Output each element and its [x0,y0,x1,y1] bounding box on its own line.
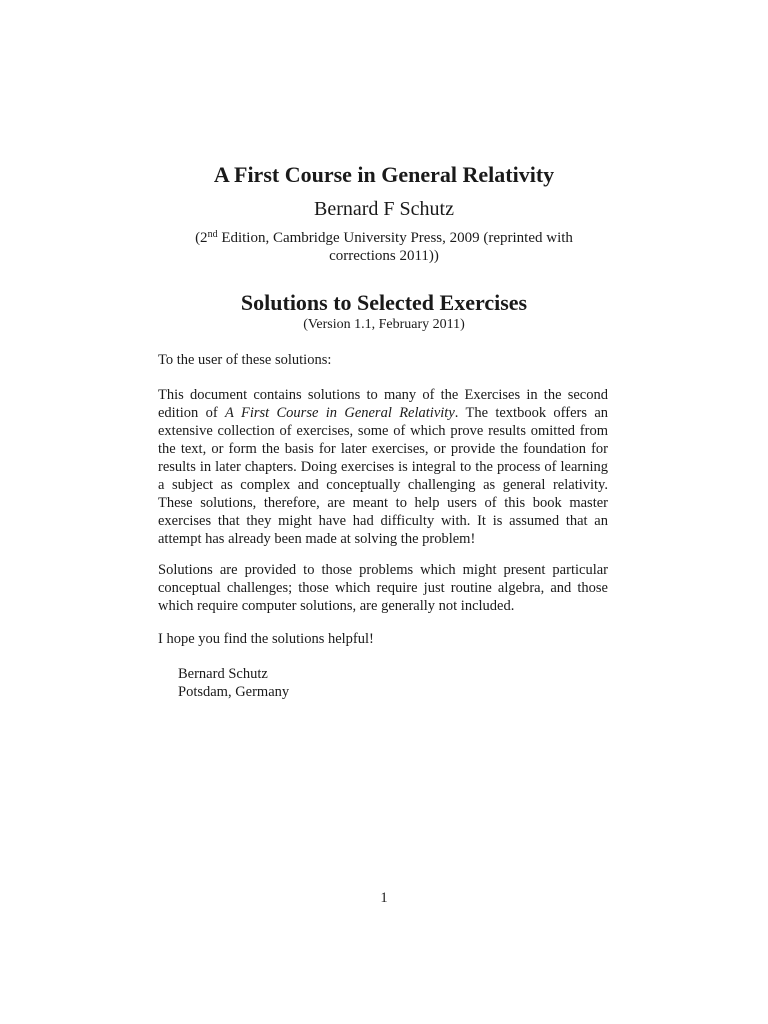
page-number: 1 [380,890,388,906]
edition-prefix: (2 [195,230,208,246]
scope-paragraph: Solutions are provided to those problems which might present particular conceptual challenges; those which require just routine algebra, and those which require computer solutions, are generally not included. [158,562,608,614]
book-title-italic: A First Course in General Relativity [225,405,455,421]
version-info: (Version 1.1, February 2011) [303,317,465,332]
signature-block [178,665,289,701]
edition-superscript: nd [207,229,218,240]
edition-info [170,229,598,265]
signature-location: Potsdam, Germany [178,684,290,700]
intro-paragraph-rest: . The textbook offers an extensive collection of exercises, some of which prove results omitted from the text, or form the basis for later exercises, or provide the foundation for results in later chapters. Doing exercises is integral to the process of learning a subject as complex and conceptually challenging as general relativity. These solutions, therefore, are meant to help users of this book master exercises that they might have had difficulty with. It is assumed that an attempt has already been made at solving the problem! [158,405,608,547]
solutions-title: Solutions to Selected Exercises [240,290,528,315]
intro-paragraph-start: This document contains solutions to many of the Exercises in the second edition of [158,387,608,421]
book-title: A First Course in General Relativity [213,162,555,187]
intro-paragraph [158,386,608,548]
author-name: Bernard F Schutz [314,198,454,220]
signature-name: Bernard Schutz [178,666,268,682]
greeting: To the user of these solutions: [158,352,332,368]
closing-line: I hope you find the solutions helpful! [158,631,374,647]
edition-rest: Edition, Cambridge University Press, 2009 (reprinted with corrections 2011)) [217,230,573,264]
